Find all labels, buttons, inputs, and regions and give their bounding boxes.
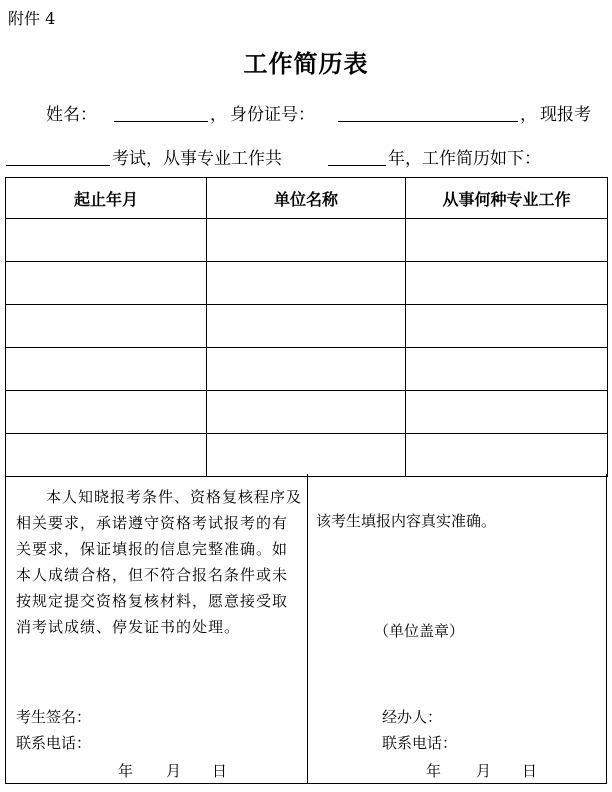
table-row xyxy=(6,391,608,434)
column-header-employer: 单位名称 xyxy=(207,178,406,219)
separator-comma: ， xyxy=(520,105,537,125)
candidate-phone-label: 联系电话： xyxy=(16,734,92,752)
table-header-row xyxy=(6,178,608,219)
candidate-date-day: 日 xyxy=(212,762,228,780)
separator-comma: ， xyxy=(210,105,227,125)
verification-date-day: 日 xyxy=(522,762,538,780)
work-history-table xyxy=(5,177,608,477)
table-row xyxy=(6,348,608,391)
specialty-cell[interactable] xyxy=(406,305,608,348)
specialty-cell[interactable] xyxy=(406,434,608,477)
employer-cell[interactable] xyxy=(207,305,406,348)
period-cell[interactable] xyxy=(6,434,207,477)
column-header-specialty: 从事何种专业工作 xyxy=(406,178,608,219)
candidate-signature-label: 考生签名： xyxy=(16,708,92,726)
table-row xyxy=(6,262,608,305)
name-label: 姓名： xyxy=(46,105,97,125)
exam-name-field[interactable] xyxy=(6,165,110,166)
verification-statement: 该考生填报内容真实准确。 xyxy=(316,512,497,530)
table-row xyxy=(6,219,608,262)
name-field[interactable] xyxy=(114,121,208,122)
exam-label: 考试，从事专业工作共 xyxy=(112,149,282,169)
work-years-field[interactable] xyxy=(328,165,386,166)
section-divider xyxy=(307,474,308,783)
column-header-period: 起止年月 xyxy=(6,178,207,219)
specialty-cell[interactable] xyxy=(406,348,608,391)
verification-date-month: 月 xyxy=(476,762,492,780)
attachment-label: 附件 4 xyxy=(8,9,56,28)
verification-date-year: 年 xyxy=(426,762,442,780)
table-row xyxy=(6,434,608,477)
handler-phone-label: 联系电话： xyxy=(382,734,458,752)
employer-cell[interactable] xyxy=(207,391,406,434)
employer-cell[interactable] xyxy=(207,262,406,305)
period-cell[interactable] xyxy=(6,305,207,348)
id-number-field[interactable] xyxy=(338,121,518,122)
specialty-cell[interactable] xyxy=(406,391,608,434)
candidate-declaration: 本人知晓报考条件、资格复核程序及相关要求，承诺遵守资格考试报考的有关要求，保证填报的信息完整准确。如本人成绩合格，但不符合报名条件或未按规定提交资格复核材料，愿意接受取消考试成绩、停发证书的处理。 xyxy=(16,488,303,636)
period-cell[interactable] xyxy=(6,262,207,305)
handler-label: 经办人： xyxy=(382,708,443,726)
employer-cell[interactable] xyxy=(207,348,406,391)
specialty-cell[interactable] xyxy=(406,219,608,262)
id-number-label: 身份证号： xyxy=(230,105,315,125)
declaration-section xyxy=(5,474,607,784)
period-cell[interactable] xyxy=(6,219,207,262)
years-label: 年，工作简历如下： xyxy=(388,149,541,169)
specialty-cell[interactable] xyxy=(406,262,608,305)
candidate-date-year: 年 xyxy=(118,762,134,780)
period-cell[interactable] xyxy=(6,348,207,391)
unit-seal-label: （单位盖章） xyxy=(374,622,465,640)
employer-cell[interactable] xyxy=(207,434,406,477)
table-row xyxy=(6,305,608,348)
page-title: 工作简历表 xyxy=(243,49,369,78)
apply-label: 现报考 xyxy=(540,105,591,125)
period-cell[interactable] xyxy=(6,391,207,434)
candidate-date-month: 月 xyxy=(166,762,182,780)
employer-cell[interactable] xyxy=(207,219,406,262)
